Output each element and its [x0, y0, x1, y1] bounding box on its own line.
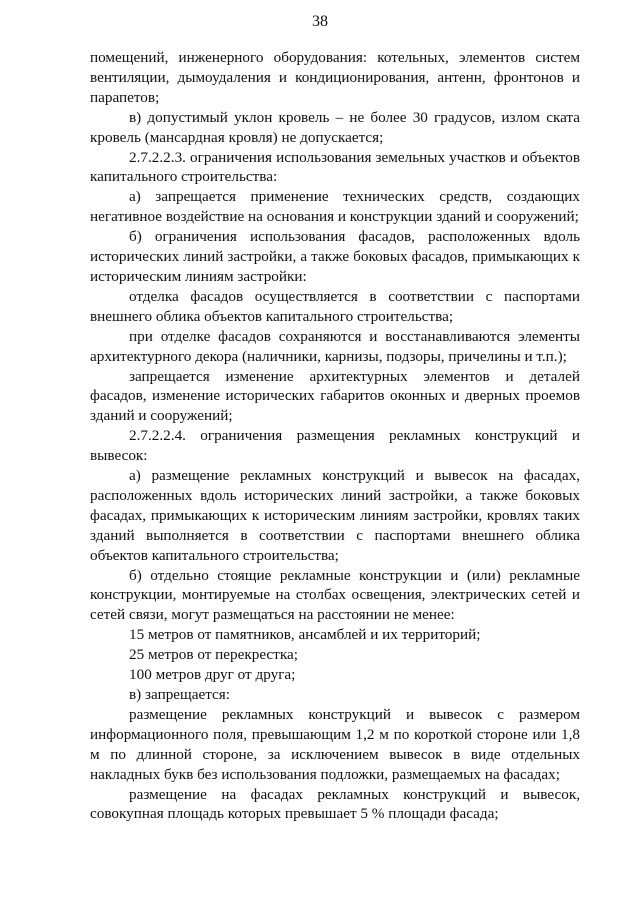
paragraph-item-b-standalone-ads: б) отдельно стоящие рекламные конструкции и (или) рекламные конструкции, монтируемые на столбах освещения, электрических сетей и сетей связи, могут размещаться на расстоянии не менее:: [90, 566, 580, 624]
paragraph-item-b-facade-restrictions: б) ограничения использования фасадов, расположенных вдоль исторических линий застройки, а также боковых фасадов, примыкающих к историческим линиям застройки:: [90, 228, 580, 285]
paragraph-item-a-technical-means: а) запрещается применение технических средств, создающих негативное воздействие на основания и конструкции зданий и сооружений;: [90, 188, 580, 226]
paragraph-item-v-prohibited: в) запрещается:: [129, 686, 230, 703]
paragraph-roof-slope: в) допустимый уклон кровель – не более 30 градусов, излом ската кровель (мансардная кровля) не допускается;: [90, 108, 580, 146]
paragraph-prohibited-changes: запрещается изменение архитектурных элементов и деталей фасадов, изменение исторических габаритов оконных и дверных проемов зданий и сооружений;: [90, 367, 580, 425]
section-heading-2-7-2-2-4: 2.7.2.2.4. ограничения размещения рекламных конструкций и вывесок:: [90, 427, 580, 465]
paragraph-facade-finishing: отделка фасадов осуществляется в соответствии с паспортами внешнего облика объектов капитального строительства;: [90, 287, 580, 325]
document-body: [90, 48, 580, 824]
list-item-distance-monuments: 15 метров от памятников, ансамблей и их территорий;: [129, 626, 481, 644]
page-number: 38: [312, 13, 328, 30]
paragraph-facade-area-limit: размещение на фасадах рекламных конструкций и вывесок, совокупная площадь которых превышает 5 % площади фасада;: [90, 785, 580, 823]
paragraph-decor-preservation: при отделке фасадов сохраняются и восстанавливаются элементы архитектурного декора (наличники, карнизы, подзоры, причелины и т.п.);: [90, 327, 580, 365]
list-item-distance-each-other: 100 метров друг от друга;: [129, 666, 296, 684]
paragraph-continuation: помещений, инженерного оборудования: котельных, элементов систем вентиляции, дымоудаления и кондиционирования, антенн, фронтонов и парапетов;: [90, 49, 580, 106]
paragraph-info-field-size: размещение рекламных конструкций и вывесок с размером информационного поля, превышающим 1,2 м по короткой стороне или 1,8 м по длинной стороне, за исключением вывесок в виде отдельных накладных букв без использования подложки, размещаемых на фасадах;: [90, 705, 580, 783]
list-item-distance-crossroads: 25 метров от перекрестка;: [129, 646, 298, 664]
section-heading-2-7-2-2-3: 2.7.2.2.3. ограничения использования земельных участков и объектов капитального строительства:: [90, 148, 580, 186]
paragraph-item-a-ad-placement: а) размещение рекламных конструкций и вывесок на фасадах, расположенных вдоль исторических линий застройки, а также боковых фасадах, примыкающих к историческим линиям застройки, кровлях таких зданий выполняется в соответствии с паспортами внешнего облика объектов капитального строительства;: [90, 467, 580, 564]
